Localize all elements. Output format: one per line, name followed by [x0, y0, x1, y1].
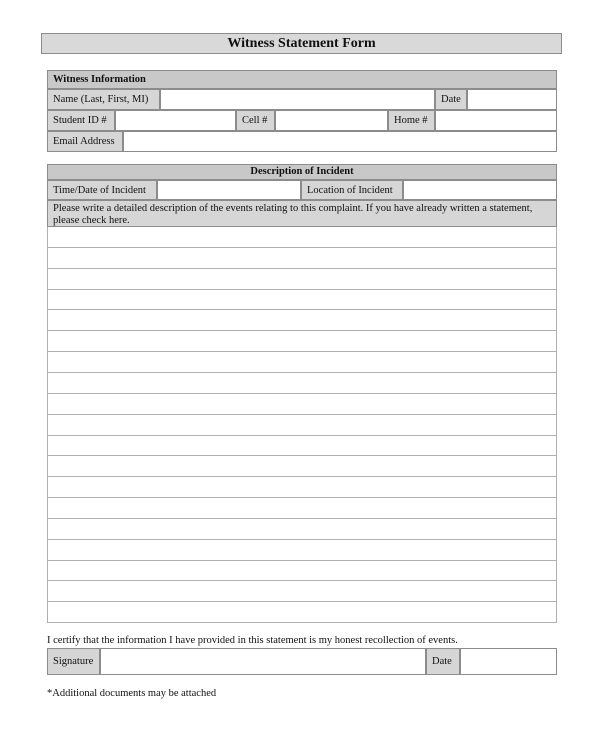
incident-heading: Description of Incident — [47, 164, 557, 180]
date-field[interactable] — [467, 89, 557, 110]
writing-line[interactable] — [47, 540, 557, 561]
signature-label: Signature — [47, 648, 100, 675]
cell-field[interactable] — [275, 110, 388, 131]
writing-line[interactable] — [47, 394, 557, 415]
writing-line[interactable] — [47, 373, 557, 394]
writing-line[interactable] — [47, 310, 557, 331]
student-id-label: Student ID # — [47, 110, 115, 131]
sign-date-label: Date — [426, 648, 460, 675]
name-label: Name (Last, First, MI) — [47, 89, 160, 110]
time-date-label: Time/Date of Incident — [47, 180, 157, 200]
writing-line[interactable] — [47, 456, 557, 477]
writing-line[interactable] — [47, 269, 557, 290]
writing-line[interactable] — [47, 519, 557, 540]
writing-line[interactable] — [47, 415, 557, 436]
writing-line[interactable] — [47, 331, 557, 352]
form-title: Witness Statement Form — [41, 33, 562, 54]
certification-text: I certify that the information I have provided in this statement is my honest recollection of events. — [47, 635, 458, 646]
location-field[interactable] — [403, 180, 557, 200]
writing-line[interactable] — [47, 248, 557, 269]
email-label: Email Address — [47, 131, 123, 152]
witness-info-heading: Witness Information — [47, 70, 557, 89]
footnote-text: *Additional documents may be attached — [47, 688, 217, 699]
instructions-text: Please write a detailed description of the events relating to this complaint. If you have already written a statement, please check here. — [47, 200, 557, 227]
sign-date-field[interactable] — [460, 648, 557, 675]
home-field[interactable] — [435, 110, 557, 131]
student-id-field[interactable] — [115, 110, 236, 131]
location-label: Location of Incident — [301, 180, 403, 200]
writing-line[interactable] — [47, 352, 557, 373]
writing-line[interactable] — [47, 498, 557, 519]
writing-line[interactable] — [47, 581, 557, 602]
email-field[interactable] — [123, 131, 557, 152]
date-label: Date — [435, 89, 467, 110]
writing-line[interactable] — [47, 477, 557, 498]
writing-line[interactable] — [47, 227, 557, 248]
home-label: Home # — [388, 110, 435, 131]
writing-line[interactable] — [47, 290, 557, 310]
writing-line[interactable] — [47, 561, 557, 581]
time-date-field[interactable] — [157, 180, 301, 200]
cell-label: Cell # — [236, 110, 275, 131]
name-field[interactable] — [160, 89, 435, 110]
writing-line[interactable] — [47, 436, 557, 456]
signature-field[interactable] — [100, 648, 426, 675]
writing-line[interactable] — [47, 602, 557, 623]
